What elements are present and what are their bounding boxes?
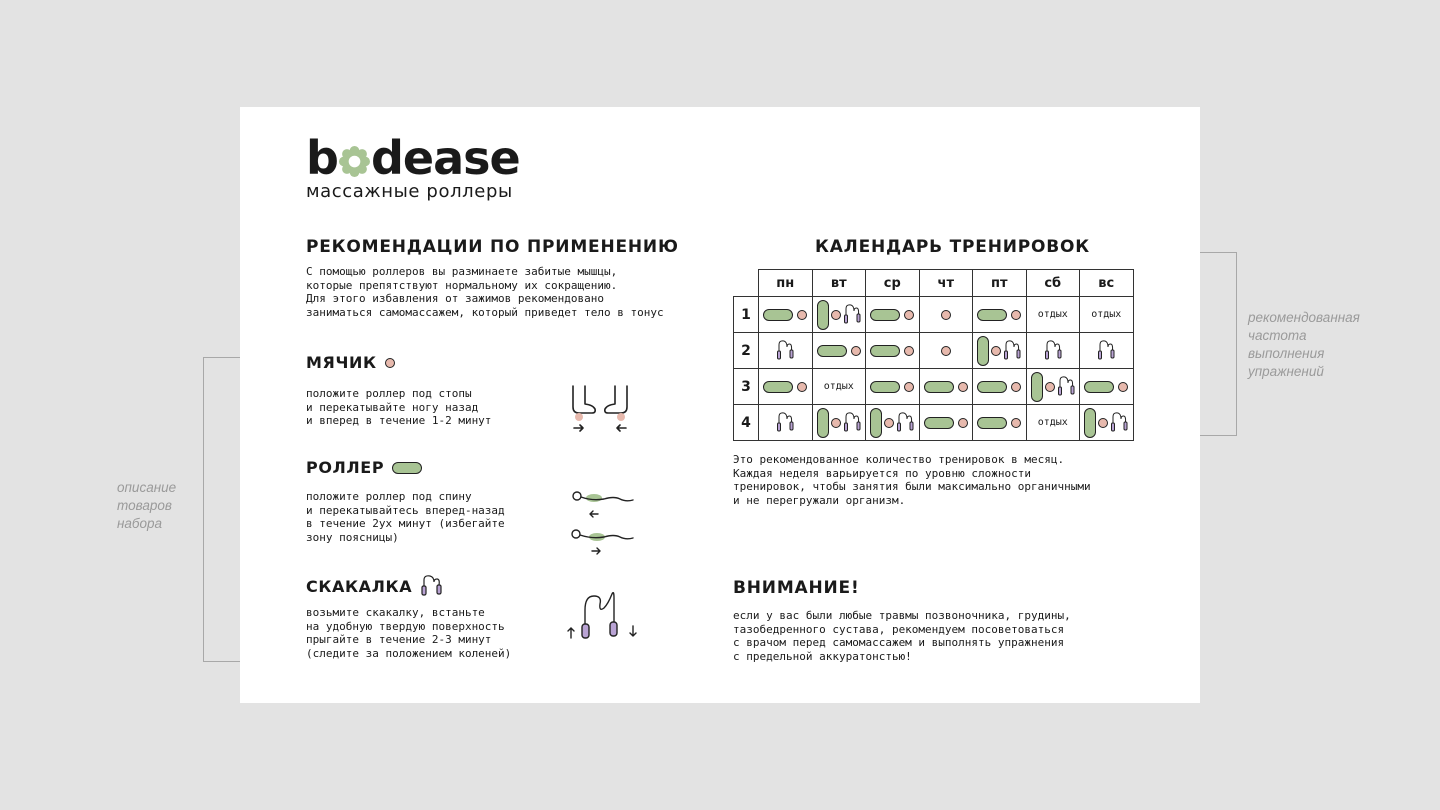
roller-icon [1084, 381, 1114, 393]
rope-icon [1097, 339, 1115, 363]
calendar-cell [973, 369, 1027, 405]
rope-icon [1110, 411, 1128, 435]
calendar-note: Это рекомендованное количество тренировок в месяц. Каждая неделя варьируется по уровню сложности тренировок, чтобы занятия были максимально органичными и не перегружали организм. [733, 453, 1091, 507]
calendar-cell-content [1027, 405, 1080, 440]
ball-icon [1118, 382, 1128, 392]
roller-vertical-icon [870, 408, 882, 438]
ball-icon [851, 346, 861, 356]
calendar-cell-content [1080, 369, 1133, 404]
ball-icon [884, 418, 894, 428]
rope-icon [1003, 339, 1021, 363]
calendar-cell [759, 297, 813, 333]
ball-icon [904, 382, 914, 392]
calendar-cell-content [759, 333, 812, 368]
roller-icon [977, 417, 1007, 429]
rope-icon [776, 411, 794, 435]
roller-icon [924, 417, 954, 429]
calendar-week-row [734, 405, 1134, 441]
calendar-header-row [734, 270, 1134, 297]
calendar-cell-content [866, 297, 919, 332]
calendar-cell [759, 405, 813, 441]
ball-text: положите роллер под стопы и перекатывайте ногу назад и вперед в течение 1-2 минут [306, 387, 492, 428]
calendar-cell [1026, 297, 1080, 333]
roller-vertical-icon [817, 300, 829, 330]
calendar-cell-content [1027, 369, 1080, 404]
roller-icon [763, 309, 793, 321]
day-header: пн [759, 270, 813, 297]
calendar-cell [1080, 405, 1134, 441]
roller-icon [977, 381, 1007, 393]
rope-icon [420, 574, 442, 598]
calendar-cell-content [920, 369, 973, 404]
rope-icon [843, 303, 861, 327]
warning-title: ВНИМАНИЕ! [733, 578, 860, 598]
rope-icon [896, 411, 914, 435]
ball-icon [941, 310, 951, 320]
calendar-cell-content [920, 405, 973, 440]
rest-label: отдых [1037, 309, 1068, 320]
calendar-cell [919, 405, 973, 441]
rest-label: отдых [823, 381, 854, 392]
week-number: 4 [734, 405, 759, 441]
warning-text: если у вас были любые травмы позвоночника, грудины, тазобедренного сустава, рекомендуем посоветоваться с врачом перед самомассажем и выполнять упражнения с предельной аккуратонстью! [733, 609, 1071, 663]
ball-icon [831, 310, 841, 320]
rope-icon [843, 411, 861, 435]
calendar-cell [973, 405, 1027, 441]
calendar-cell-content [866, 333, 919, 368]
calendar-cell [866, 405, 920, 441]
roller-icon [870, 345, 900, 357]
roller-icon [763, 381, 793, 393]
ball-icon [1011, 418, 1021, 428]
roller-icon [817, 345, 847, 357]
roller-icon [392, 462, 422, 474]
calendar-cell [866, 297, 920, 333]
calendar-cell [919, 297, 973, 333]
week-number: 3 [734, 369, 759, 405]
right-annotation: рекомендованная частота выполнения упражнений [1248, 310, 1360, 379]
ball-icon [958, 382, 968, 392]
calendar-cell-content [1080, 405, 1133, 440]
calendar-cell [812, 297, 866, 333]
calendar-cell [866, 333, 920, 369]
feet-ball-illustration [568, 383, 634, 433]
calendar-cell [973, 297, 1027, 333]
ball-title: МЯЧИК [306, 353, 395, 372]
calendar-cell-content [973, 405, 1026, 440]
calendar-corner [734, 270, 759, 297]
calendar-cell-content [813, 369, 866, 404]
roller-icon [924, 381, 954, 393]
calendar-cell-content [813, 405, 866, 440]
training-calendar [733, 269, 1134, 441]
roller-text: положите роллер под спину и перекатывайтесь вперед-назад в течение 2ух минут (избегайте зону поясницы) [306, 490, 505, 544]
calendar-week-row [734, 369, 1134, 405]
ball-icon [904, 346, 914, 356]
rope-title: СКАКАЛКА [306, 574, 442, 598]
calendar-cell [866, 369, 920, 405]
calendar-cell-content [866, 405, 919, 440]
ball-icon [1045, 382, 1055, 392]
brand-tagline: массажные роллеры [306, 181, 513, 202]
recommendations-title: РЕКОМЕНДАЦИИ ПО ПРИМЕНЕНИЮ [306, 237, 679, 257]
calendar-cell [1080, 369, 1134, 405]
ball-icon [1098, 418, 1108, 428]
roller-vertical-icon [1031, 372, 1043, 402]
flower-o-icon [339, 146, 370, 177]
ball-icon [1011, 310, 1021, 320]
calendar-cell [812, 333, 866, 369]
calendar-cell [919, 369, 973, 405]
week-number: 2 [734, 333, 759, 369]
calendar-cell-content [973, 333, 1026, 368]
roller-icon [870, 381, 900, 393]
roller-icon [870, 309, 900, 321]
rest-label: отдых [1091, 309, 1122, 320]
rope-icon [1044, 339, 1062, 363]
calendar-title: КАЛЕНДАРЬ ТРЕНИРОВОК [815, 237, 1090, 257]
roller-vertical-icon [1084, 408, 1096, 438]
calendar-week-row [734, 333, 1134, 369]
calendar-cell-content [973, 297, 1026, 332]
left-annotation: описание товаров набора [117, 480, 177, 531]
calendar-cell [1080, 333, 1134, 369]
calendar-cell [1026, 369, 1080, 405]
ball-icon [941, 346, 951, 356]
ball-icon [1011, 382, 1021, 392]
calendar-cell [812, 369, 866, 405]
week-number: 1 [734, 297, 759, 333]
calendar-cell-content [973, 369, 1026, 404]
product-card [240, 107, 1200, 703]
jump-rope-illustration [564, 590, 640, 640]
calendar-cell-content [920, 297, 973, 332]
calendar-cell-content [920, 333, 973, 368]
calendar-cell-content [866, 369, 919, 404]
ball-icon [904, 310, 914, 320]
calendar-cell-content [1080, 297, 1133, 332]
ball-icon [797, 382, 807, 392]
rope-icon [1057, 375, 1075, 399]
day-header: чт [919, 270, 973, 297]
recommendations-text: С помощью роллеров вы разминаете забитые мышцы, которые препятствуют нормальному их сокращению. Для этого избавления от зажимов рекомендовано заниматься самомассажем, который приведет тело в тонус [306, 265, 664, 319]
calendar-cell [973, 333, 1027, 369]
ball-icon [958, 418, 968, 428]
calendar-cell-content [1080, 333, 1133, 368]
roller-icon [977, 309, 1007, 321]
calendar-cell-content [1027, 333, 1080, 368]
rope-icon [776, 339, 794, 363]
roller-vertical-icon [977, 336, 989, 366]
calendar-cell [1026, 333, 1080, 369]
calendar-cell [812, 405, 866, 441]
calendar-cell-content [759, 369, 812, 404]
roller-vertical-icon [817, 408, 829, 438]
calendar-cell-content [759, 405, 812, 440]
calendar-cell [919, 333, 973, 369]
back-roller-illustration [570, 487, 640, 559]
calendar-week-row [734, 297, 1134, 333]
day-header: вс [1080, 270, 1134, 297]
ball-icon [831, 418, 841, 428]
ball-icon [385, 358, 395, 368]
day-header: сб [1026, 270, 1080, 297]
calendar-cell [1080, 297, 1134, 333]
day-header: ср [866, 270, 920, 297]
calendar-cell [759, 369, 813, 405]
rest-label: отдых [1037, 417, 1068, 428]
day-header: пт [973, 270, 1027, 297]
rope-text: возьмите скакалку, встаньте на удобную твердую поверхность прыгайте в течение 2-3 минут (следите за положением коленей) [306, 606, 512, 660]
calendar-cell-content [759, 297, 812, 332]
day-header: вт [812, 270, 866, 297]
calendar-cell [1026, 405, 1080, 441]
calendar-cell-content [813, 333, 866, 368]
calendar-cell [759, 333, 813, 369]
ball-icon [991, 346, 1001, 356]
roller-title: РОЛЛЕР [306, 458, 422, 477]
ball-icon [797, 310, 807, 320]
calendar-cell-content [1027, 297, 1080, 332]
calendar-cell-content [813, 297, 866, 332]
brand-logo: b dease [306, 131, 520, 185]
